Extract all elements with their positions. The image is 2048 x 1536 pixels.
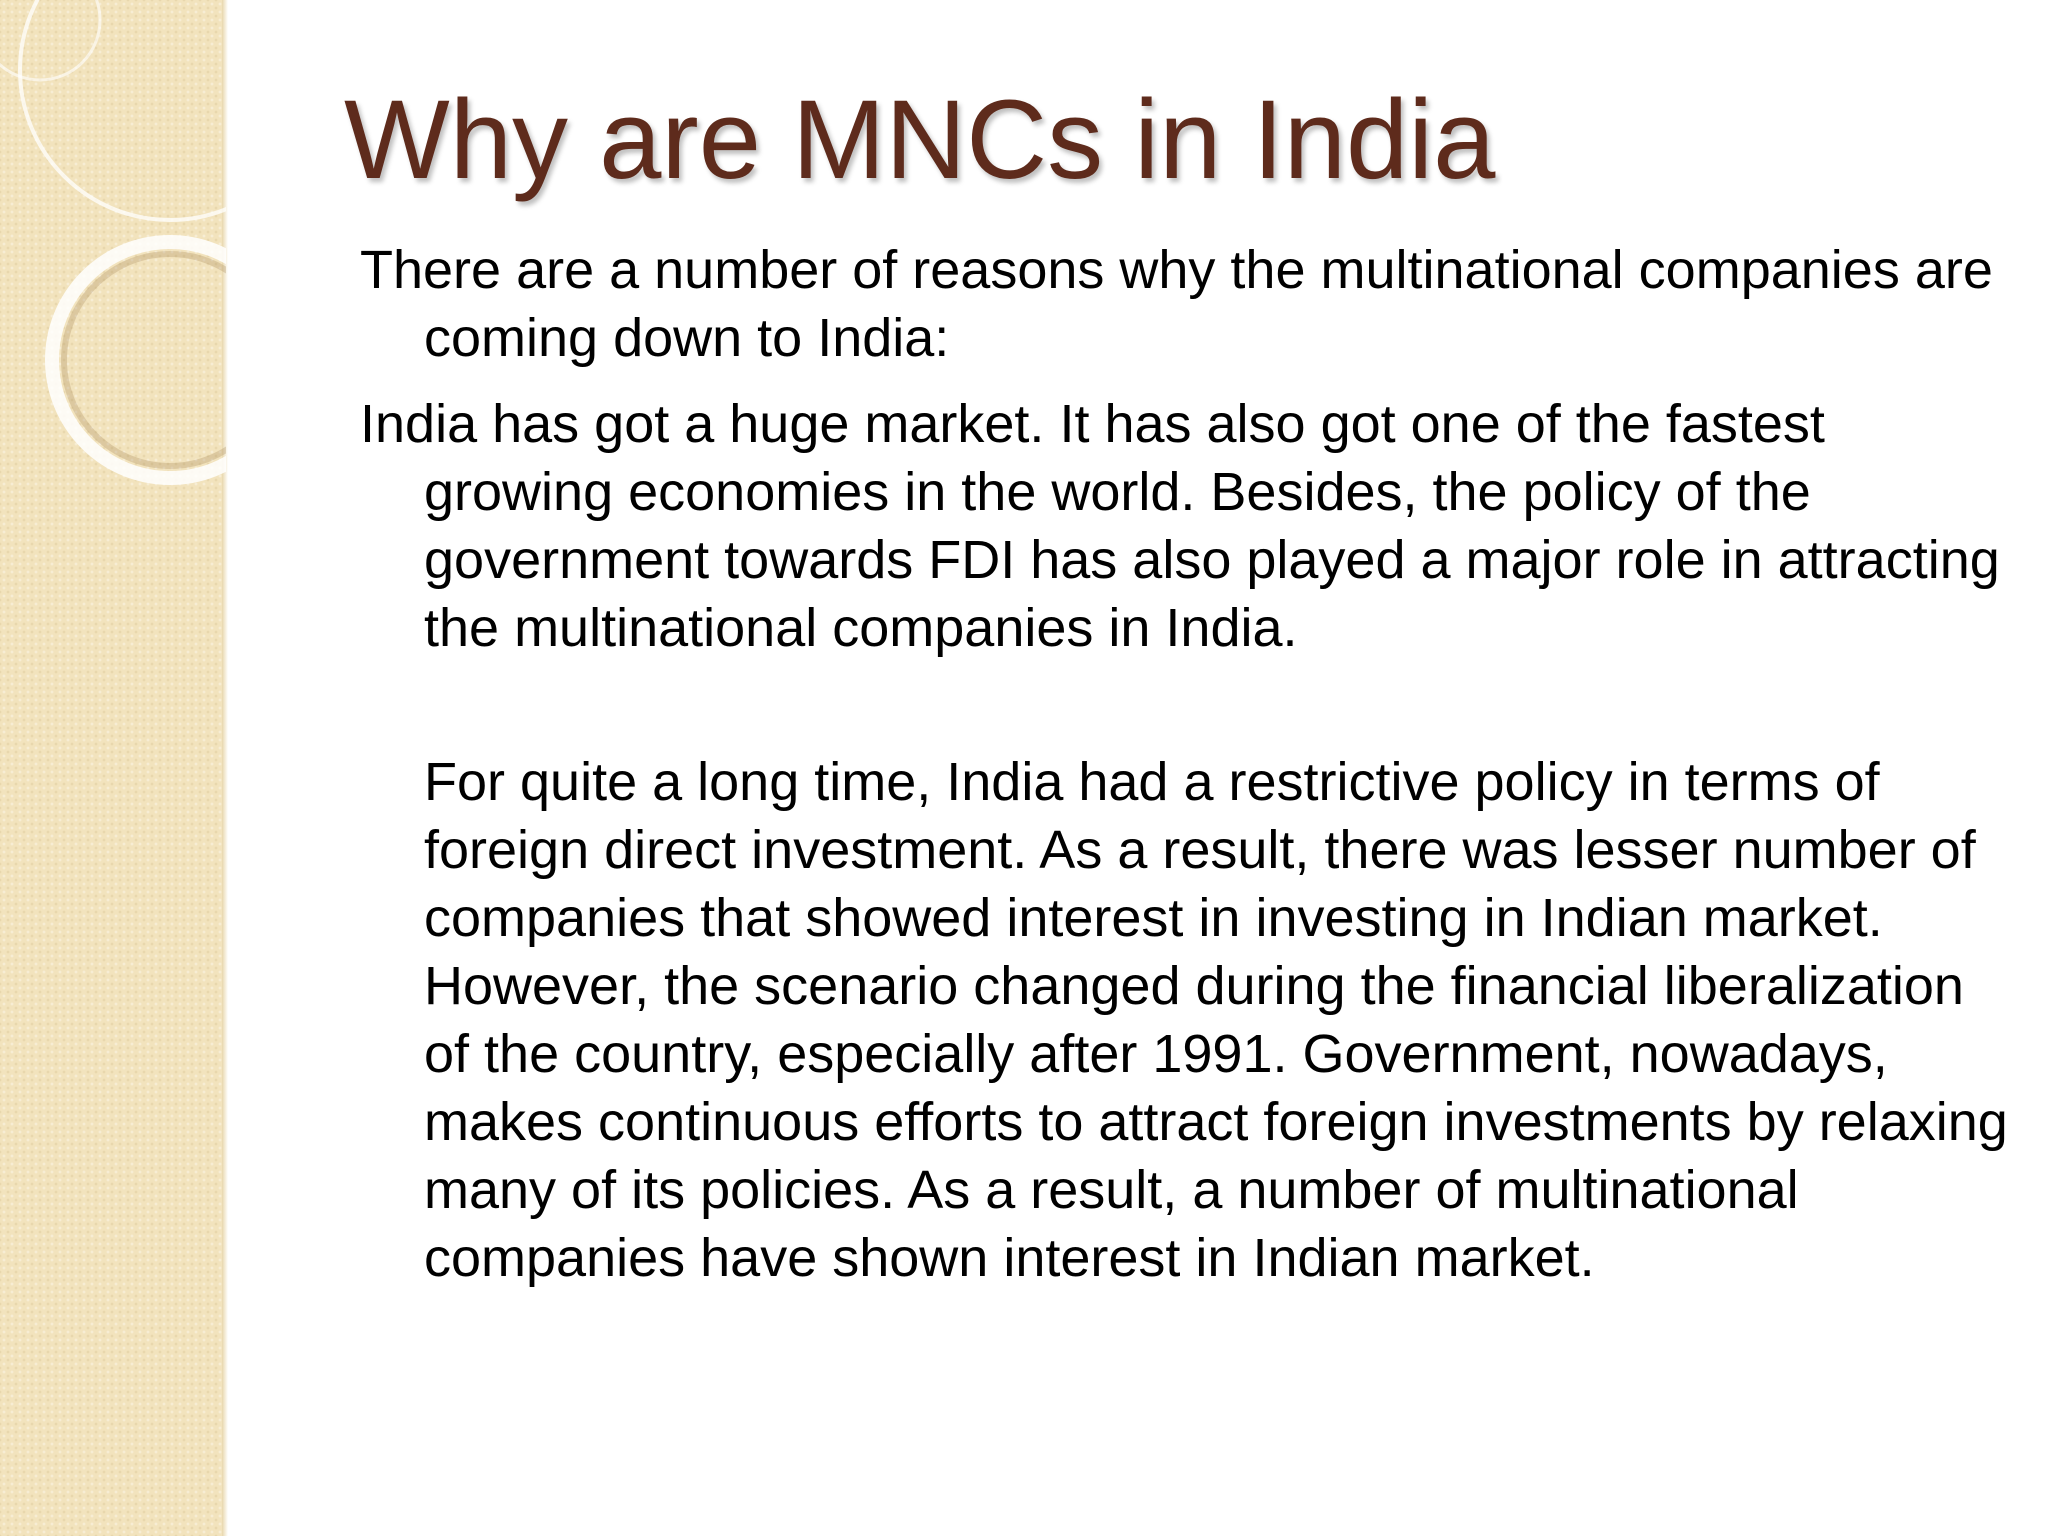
decorative-ring-medium: [52, 242, 226, 478]
slide-title: Why are MNCs in India: [344, 77, 1496, 202]
decorative-rings: [0, 0, 226, 520]
decorative-ring-small: [0, 0, 100, 80]
decorative-ring-medium-shade: [64, 254, 226, 466]
decorative-ring-large: [20, 0, 226, 220]
slide-body: [360, 236, 2020, 1292]
body-paragraph-intro: There are a number of reasons why the multinational companies are coming down to India:: [360, 240, 1993, 368]
paragraph-spacer: [360, 680, 2020, 748]
body-paragraph-market: India has got a huge market. It has also got one of the fastest growing economies in the world. Besides, the policy of the government towards FDI has also played a major role in attracting the multinational companies in India.: [360, 394, 2000, 658]
body-paragraph-policy-history: For quite a long time, India had a restrictive policy in terms of foreign direct investment. As a result, there was lesser number of companies that showed interest in investing in Indian market. However, the scenario changed during the financial liberalization of the country, especially after 1991. Government, nowadays, makes continuous efforts to attract foreign investments by relaxing many of its policies. As a result, a number of multinational companies have shown interest in Indian market.: [424, 752, 2008, 1288]
